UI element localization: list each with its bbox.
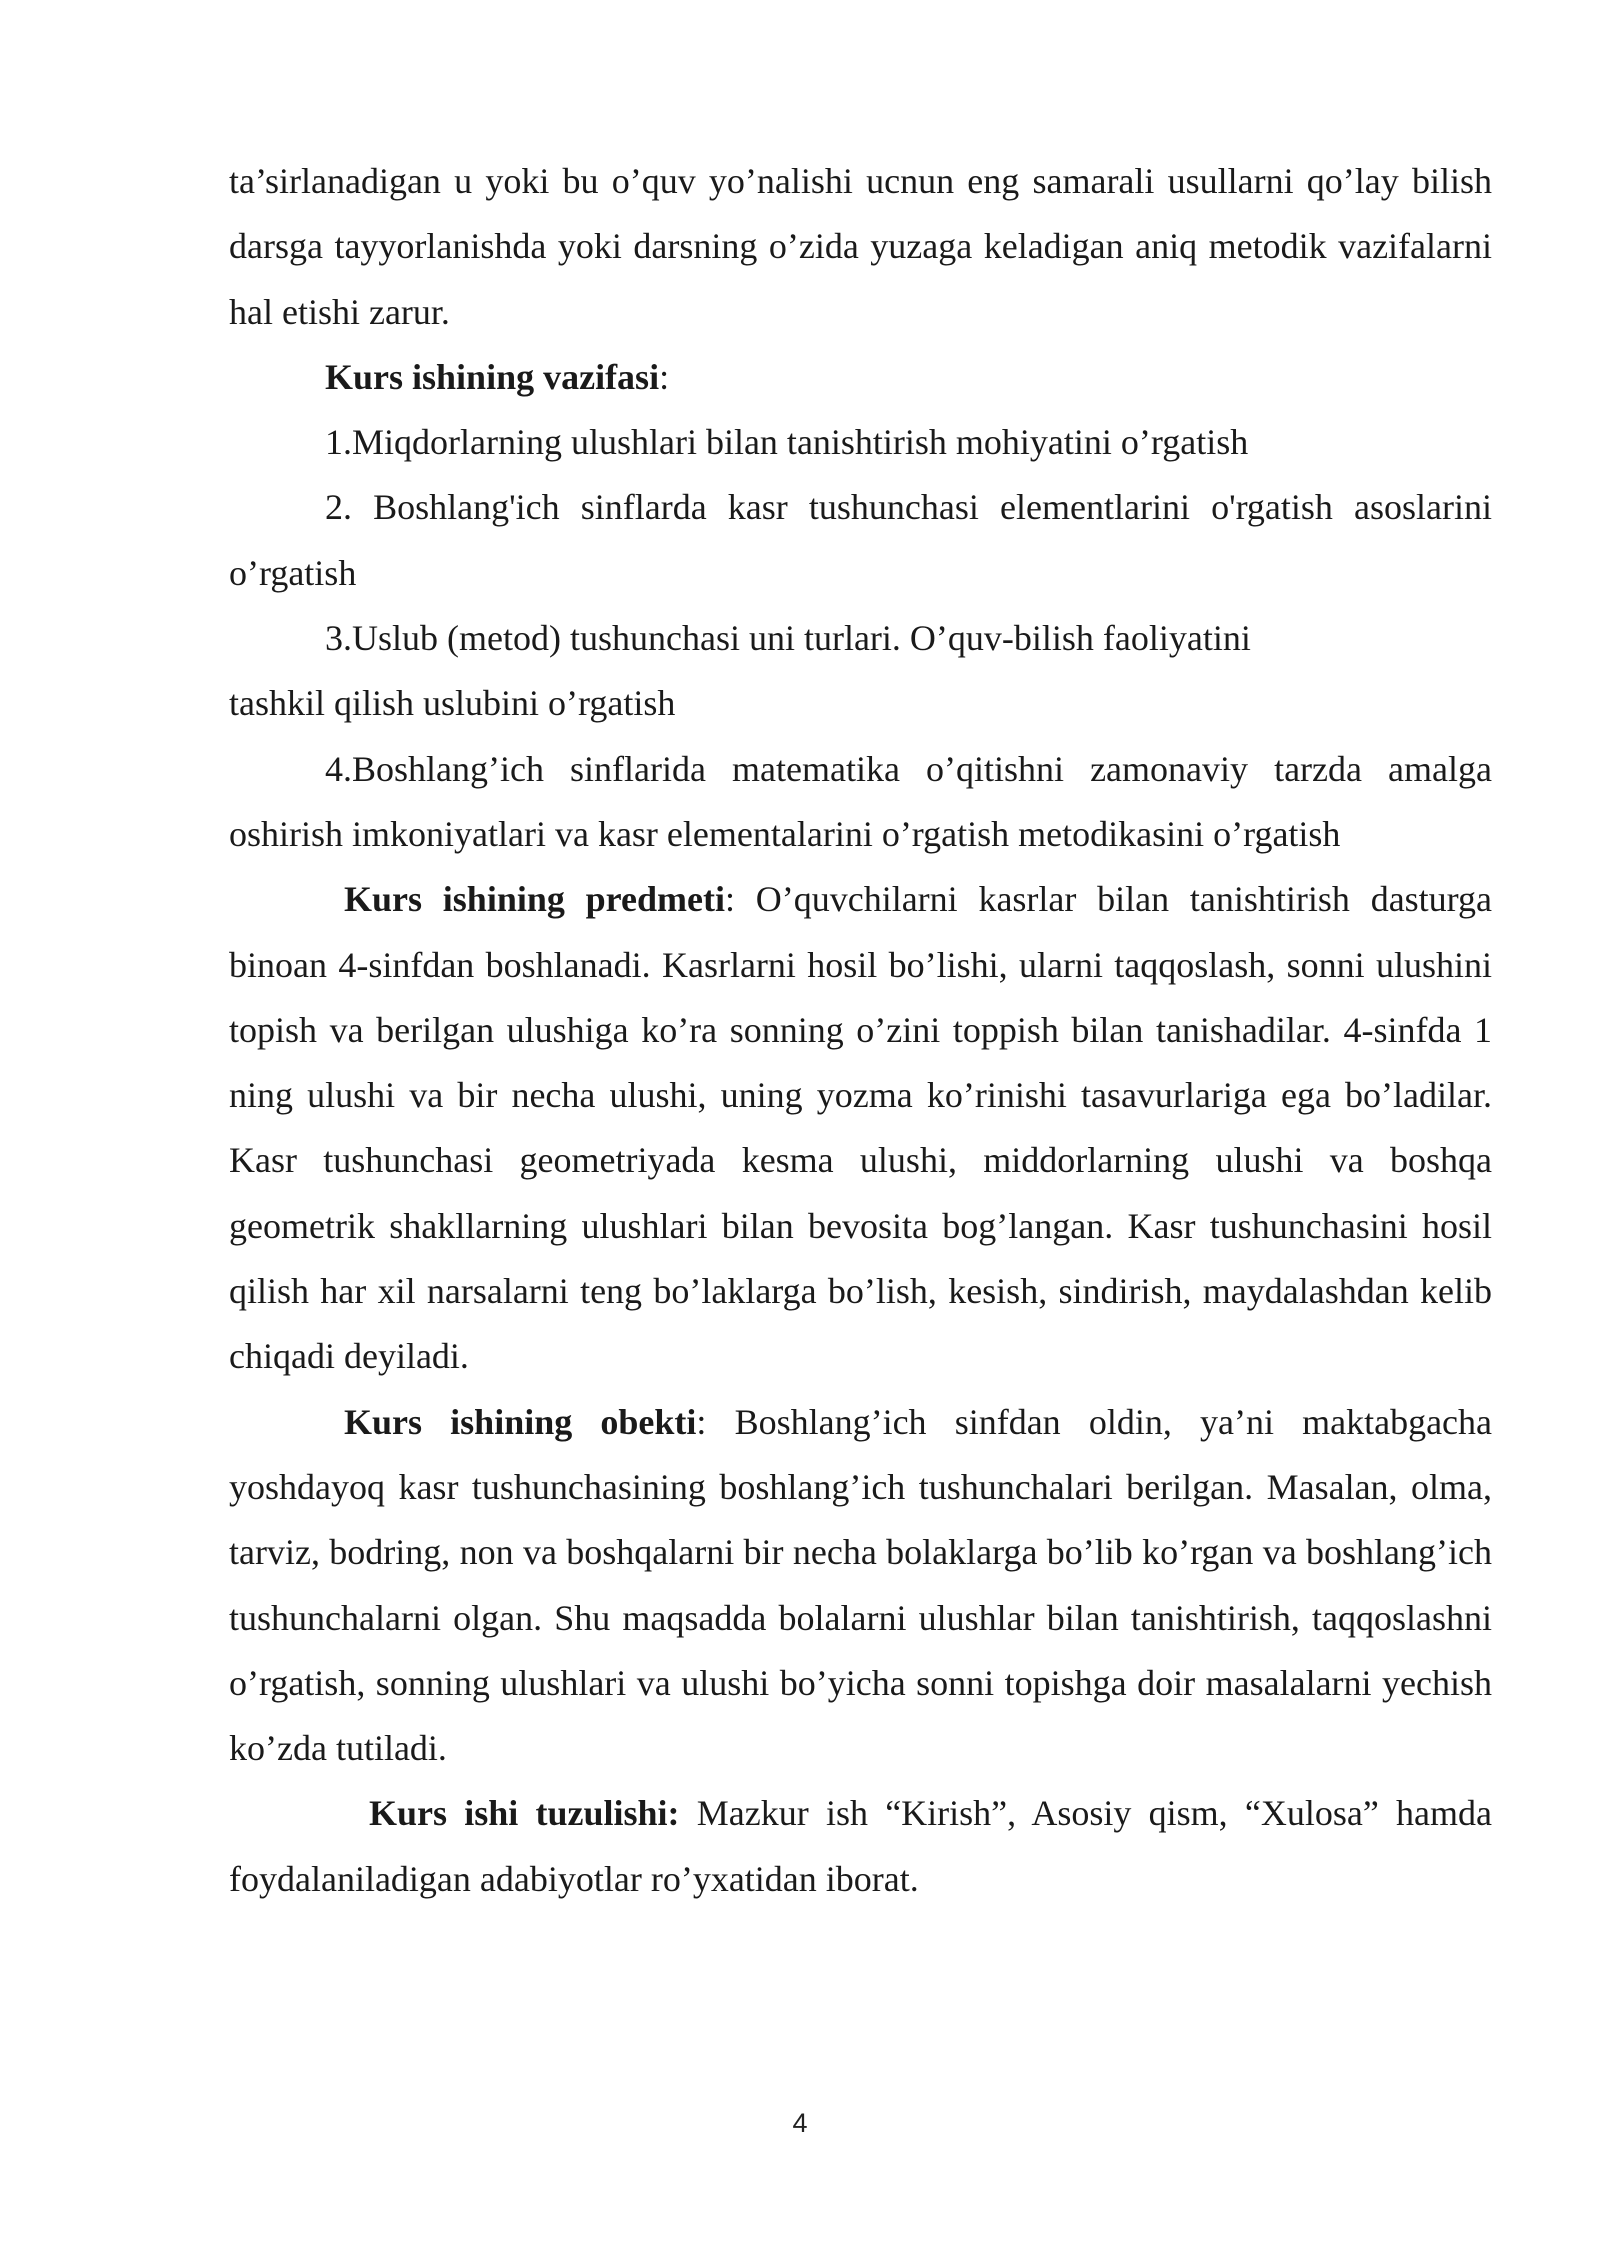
- task-item-3-line-2: tashkil qilish uslubini o’rgatish: [229, 683, 676, 724]
- task-item-2: 2. Boshlang'ich sinflarda kasr tushunchasi elementlarini o'rgatish asoslarini o’rgatish: [229, 487, 1492, 593]
- structure-text: Mazkur ish “Kirish”, Asosiy qism, “Xulosa” hamda foydalaniladigan adabiyotlar ro’yxatidan iborat.: [229, 1793, 1493, 1899]
- task-item-3-line-1: 3.Uslub (metod) tushunchasi uni turlari. O’quv-bilish faoliyatini: [325, 618, 1251, 659]
- object-text: : Boshlang’ich sinfdan oldin, ya’ni maktabgacha yoshdayoq kasr tushunchasining boshlang’ich tushunchalari berilgan. Masalan, olma, tarviz, bodring, non va boshqalarni bir necha bolaklarga bo’lib ko’rgan va boshlang’ich tushunchalarni olgan. Shu maqsadda bolalarni ulushlar bilan tanishtirish, taqqoslashni o’rgatish, sonning ulushlari va ulushi bo’yicha sonni topishga doir masalalarni yechish ko’zda tutiladi.: [229, 1401, 1493, 1769]
- subject-paragraph: [229, 867, 1492, 1389]
- task-item-4: 4.Boshlang’ich sinflarida matematika o’qitishni zamonaviy tarzda amalga oshirish imkoniyatlari va kasr elementalarini o’rgatish metodikasini o’rgatish: [229, 748, 1492, 854]
- document-page: [229, 149, 1492, 1912]
- object-paragraph: [229, 1390, 1492, 1782]
- subject-label: Kurs ishining predmeti: [344, 879, 725, 920]
- page-number: 4: [792, 2108, 808, 2138]
- tasks-heading: [229, 345, 1492, 410]
- structure-paragraph: [229, 1781, 1492, 1912]
- tasks-heading-label: Kurs ishining vazifasi: [325, 356, 660, 397]
- task-item-1: 1.Miqdorlarning ulushlari bilan tanishtirish mohiyatini o’rgatish: [325, 422, 1249, 463]
- intro-paragraph: ta’sirlanadigan u yoki bu o’quv yo’nalishi ucnun eng samarali usullarni qo’lay bilish darsga tayyorlanishda yoki darsning o’zida yuzaga keladigan aniq metodik vazifalarni hal etishi zarur.: [229, 161, 1492, 332]
- subject-text: : O’quvchilarni kasrlar bilan tanishtirish dasturga binoan 4-sinfdan boshlanadi. Kasrlarni hosil bo’lishi, ularni taqqoslash, sonni ulushini topish va berilgan ulushiga ko’ra sonning o’zini toppish bilan tanishadilar. 4-sinfda 1 ning ulushi va bir necha ulushi, uning yozma ko’rinishi tasavurlariga ega bo’ladilar. Kasr tushunchasi geometriyada kesma ulushi, middorlarning ulushi va boshqa geometrik shakllarning ulushlari bilan bevosita bog’langan. Kasr tushunchasini hosil qilish har xil narsalarni teng bo’laklarga bo’lish, kesish, sindirish, maydalashdan kelib chiqadi deyiladi.: [229, 879, 1492, 1377]
- tasks-heading-colon: :: [659, 356, 670, 397]
- structure-label: Kurs ishi tuzulishi:: [369, 1793, 680, 1834]
- object-label: Kurs ishining obekti: [344, 1401, 697, 1442]
